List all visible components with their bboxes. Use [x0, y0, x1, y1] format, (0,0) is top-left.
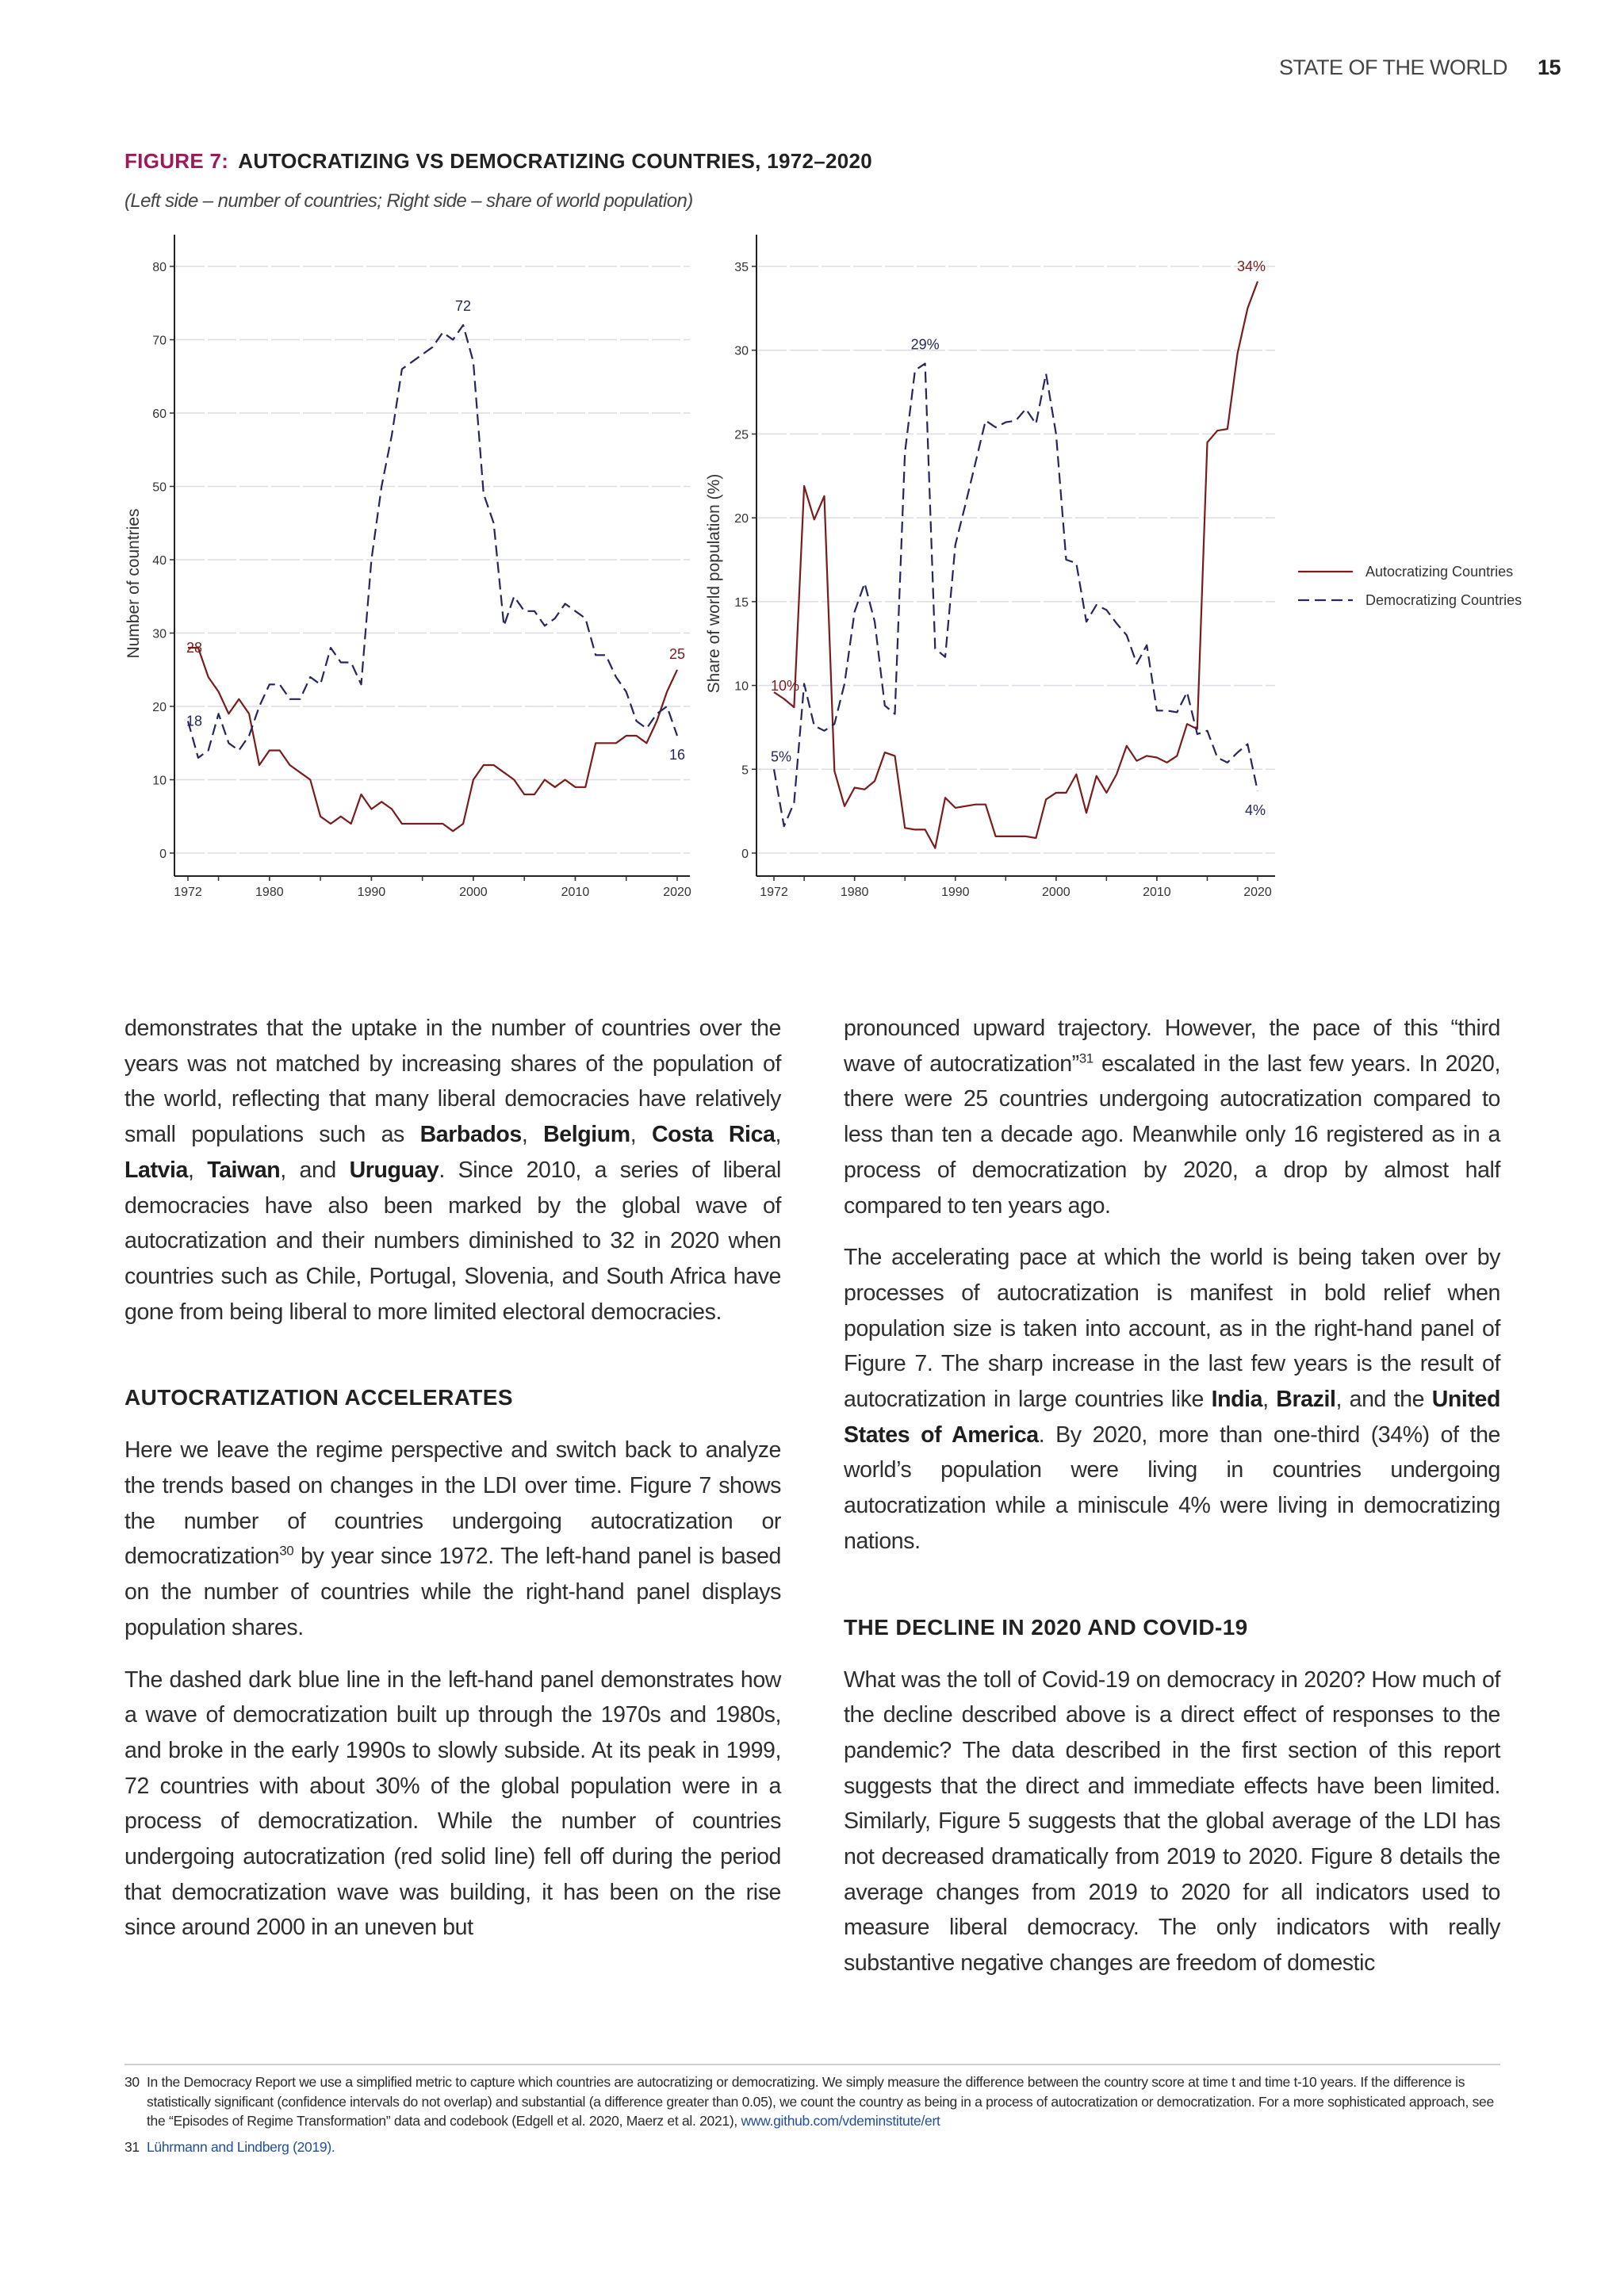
x-tick-label: 2010: [561, 886, 590, 899]
figure-subtitle: (Left side – number of countries; Right side – share of world population): [124, 190, 693, 212]
section-heading: [844, 1610, 1500, 1645]
figure-7-chart: [0, 0, 1624, 951]
footnote-30: [124, 2072, 1500, 2131]
text-run: by year since 1972. The left-hand panel is based on the number of countries while the right-hand panel displays population shares.: [124, 1544, 781, 1640]
text-run: , and the: [1335, 1387, 1432, 1413]
y-axis-label: Share of world population (%): [705, 473, 723, 694]
footnote-divider: [124, 2064, 1500, 2065]
y-tick-label: 30: [734, 344, 749, 358]
footnote-link[interactable]: Lührmann and Lindberg (2019).: [147, 2138, 335, 2155]
x-tick-label: 2010: [1143, 886, 1171, 899]
paragraph: [124, 1433, 781, 1645]
x-tick-label: 2020: [663, 886, 691, 899]
figure-label: FIGURE 7:: [124, 149, 229, 173]
x-tick-label: 1990: [940, 886, 970, 899]
country-name: India: [1211, 1387, 1263, 1413]
country-name: Taiwan: [207, 1157, 281, 1183]
text-run: pronounced upward trajectory. However, the pace of this “third wave of autocratization”: [844, 1016, 1500, 1077]
y-tick-label: 80: [152, 261, 167, 274]
section-title: STATE OF THE WORLD: [1278, 55, 1507, 79]
y-axis-label: Number of countries: [124, 508, 143, 659]
y-tick-label: 20: [734, 512, 749, 526]
y-tick-label: 35: [734, 261, 749, 274]
y-tick-label: 70: [152, 334, 167, 348]
text-run: ,: [187, 1157, 208, 1183]
section-heading: [124, 1380, 781, 1415]
footnote-ref[interactable]: 30: [279, 1543, 294, 1559]
data-label: 72: [455, 298, 472, 314]
data-label: 28: [186, 640, 203, 656]
x-tick-label: 1980: [255, 886, 284, 899]
y-tick-label: 5: [741, 763, 749, 778]
text-run: escalated in the last few years. In 2020, there were 25 countries undergoing autocratization compared to less than ten a decade ago. Meanwhile only 16 registered as in a process of democratization by 2020, a drop by almost half compared to ten years ago.: [844, 1050, 1501, 1219]
text-run: The accelerating pace at which the world is being taken over by processes of autocratization is manifest in bold relief when population size is taken into account, as in the right-hand panel of Figure 7. The sharp increase in the last few years is the result of autocratization in large countries like: [844, 1245, 1500, 1413]
x-tick-label: 2000: [1042, 886, 1071, 899]
paragraph: [844, 1011, 1500, 1223]
text-run: ,: [775, 1122, 781, 1148]
democratizing-line: [774, 364, 1258, 827]
data-label: 34%: [1236, 258, 1266, 274]
body-column-right: [844, 1011, 1500, 1998]
country-name: Belgium: [543, 1122, 630, 1148]
x-tick-label: 1972: [760, 886, 788, 899]
x-tick-label: 2000: [459, 886, 488, 899]
page-number: 15: [1537, 55, 1561, 79]
text-run: , and: [280, 1157, 350, 1183]
paragraph: [844, 1663, 1500, 1981]
footnote-number: 31: [124, 2138, 140, 2155]
text-run: THE DECLINE IN 2020 AND COVID-19: [844, 1614, 1248, 1640]
country-name: United States of America: [844, 1387, 1500, 1448]
x-tick-label: 1990: [357, 886, 386, 899]
data-label: 4%: [1244, 802, 1266, 818]
text-run: What was the toll of Covid-19 on democracy in 2020? How much of the decline described above is a direct effect of responses to the pandemic? The data described in the first section of this report suggests that the direct and immediate effects have been limited. Similarly, Figure 5 suggests that the global average of the LDI has not decreased dramatically from 2019 to 2020. Figure 8 details the average changes from 2019 to 2020 for all indicators used to measure liberal democracy. The only indicators with really substantive negative changes are freedom of domestic: [844, 1667, 1500, 1976]
y-tick-label: 0: [159, 848, 167, 861]
text-run: ,: [521, 1122, 544, 1148]
footnote-31: [124, 2137, 1500, 2157]
data-label: 18: [186, 713, 203, 729]
paragraph: [844, 1240, 1500, 1559]
text-run: The dashed dark blue line in the left-hand panel demonstrates how a wave of democratization built up through the 1970s and 1980s, and broke in the early 1990s to slowly subside. At its peak in 1999, 72 countries with about 30% of the global population were in a process of democratization. While the number of countries undergoing autocratization (red solid line) fell off during the period that democratization wave was building, it has been on the rise since around 2000 in an uneven but: [124, 1667, 781, 1941]
democratizing-line: [188, 325, 677, 758]
y-tick-label: 0: [741, 848, 749, 861]
text-run: Here we leave the regime perspective and switch back to analyze the trends based on changes in the LDI over time. Figure 7 shows the number of countries undergoing autocratization or democratization: [124, 1437, 781, 1570]
y-tick-label: 20: [152, 701, 167, 714]
x-tick-label: 1972: [174, 886, 202, 899]
data-label: 29%: [910, 336, 940, 353]
legend-label: Autocratizing Countries: [1365, 564, 1514, 580]
data-label: 10%: [771, 678, 800, 695]
text-run: AUTOCRATIZATION ACCELERATES: [124, 1385, 513, 1410]
y-tick-label: 30: [152, 627, 167, 641]
x-tick-label: 1980: [840, 886, 869, 899]
autocratizing-line: [774, 281, 1258, 848]
country-name: Barbados: [419, 1122, 522, 1148]
text-run: . Since 2010, a series of liberal democracies have also been marked by the global wave of autocratization and their numbers diminished to 32 in 2020 when countries such as Chile, Portugal, Slovenia, and South Africa have gone from being liberal to more limited electoral democracies.: [124, 1157, 781, 1325]
paragraph: [124, 1011, 781, 1330]
paragraph: [124, 1663, 781, 1946]
footnote-number: 30: [124, 2074, 140, 2090]
y-tick-label: 60: [152, 408, 167, 421]
figure-title-text: AUTOCRATIZING VS DEMOCRATIZING COUNTRIES, 1972–2020: [238, 149, 873, 173]
country-name: Costa Rica: [651, 1122, 776, 1148]
autocratizing-line: [188, 648, 677, 831]
data-label: 5%: [771, 748, 792, 765]
data-label: 25: [668, 645, 685, 662]
y-tick-label: 40: [152, 554, 167, 568]
data-label: 16: [668, 747, 685, 763]
x-tick-label: 2020: [1243, 886, 1272, 899]
body-column-left: [124, 1011, 781, 1962]
footnote-text: In the Democracy Report we use a simplified metric to capture which countries are autocratizing or democratizing. We simply measure the difference between the country score at time t and time t-10 years. If the difference is statistically significant (confidence intervals do not overlap) and substantial (a difference greater than 0.05), we count the country as being in a process of autocratization or democratization. For a more sophisticated approach, see the “Episodes of Regime Transformation” data and codebook (Edgell et al. 2020, Maerz et al. 2021),: [147, 2074, 1494, 2130]
y-tick-label: 10: [734, 679, 749, 694]
footnote-link[interactable]: www.github.com/vdeminstitute/ert: [741, 2113, 940, 2130]
text-run: ,: [1262, 1387, 1277, 1413]
y-tick-label: 50: [152, 480, 167, 495]
y-tick-label: 25: [734, 428, 749, 442]
text-run: demonstrates that the uptake in the number of countries over the years was not matched by increasing shares of the population of the world, reflecting that many liberal democracies have relatively small populations such as: [124, 1016, 781, 1148]
country-name: Brazil: [1276, 1387, 1336, 1413]
footnotes: [124, 2072, 1500, 2163]
footnote-ref[interactable]: 31: [1078, 1050, 1094, 1066]
legend-label: Democratizing Countries: [1365, 592, 1522, 608]
country-name: Uruguay: [349, 1157, 439, 1183]
y-tick-label: 10: [152, 774, 167, 788]
country-name: Latvia: [124, 1157, 188, 1183]
text-run: . By 2020, more than one-third (34%) of the world’s population were living in countries undergoing autocratization while a miniscule 4% were living in democratizing nations.: [844, 1422, 1500, 1554]
y-tick-label: 15: [734, 595, 749, 610]
text-run: ,: [630, 1122, 652, 1148]
